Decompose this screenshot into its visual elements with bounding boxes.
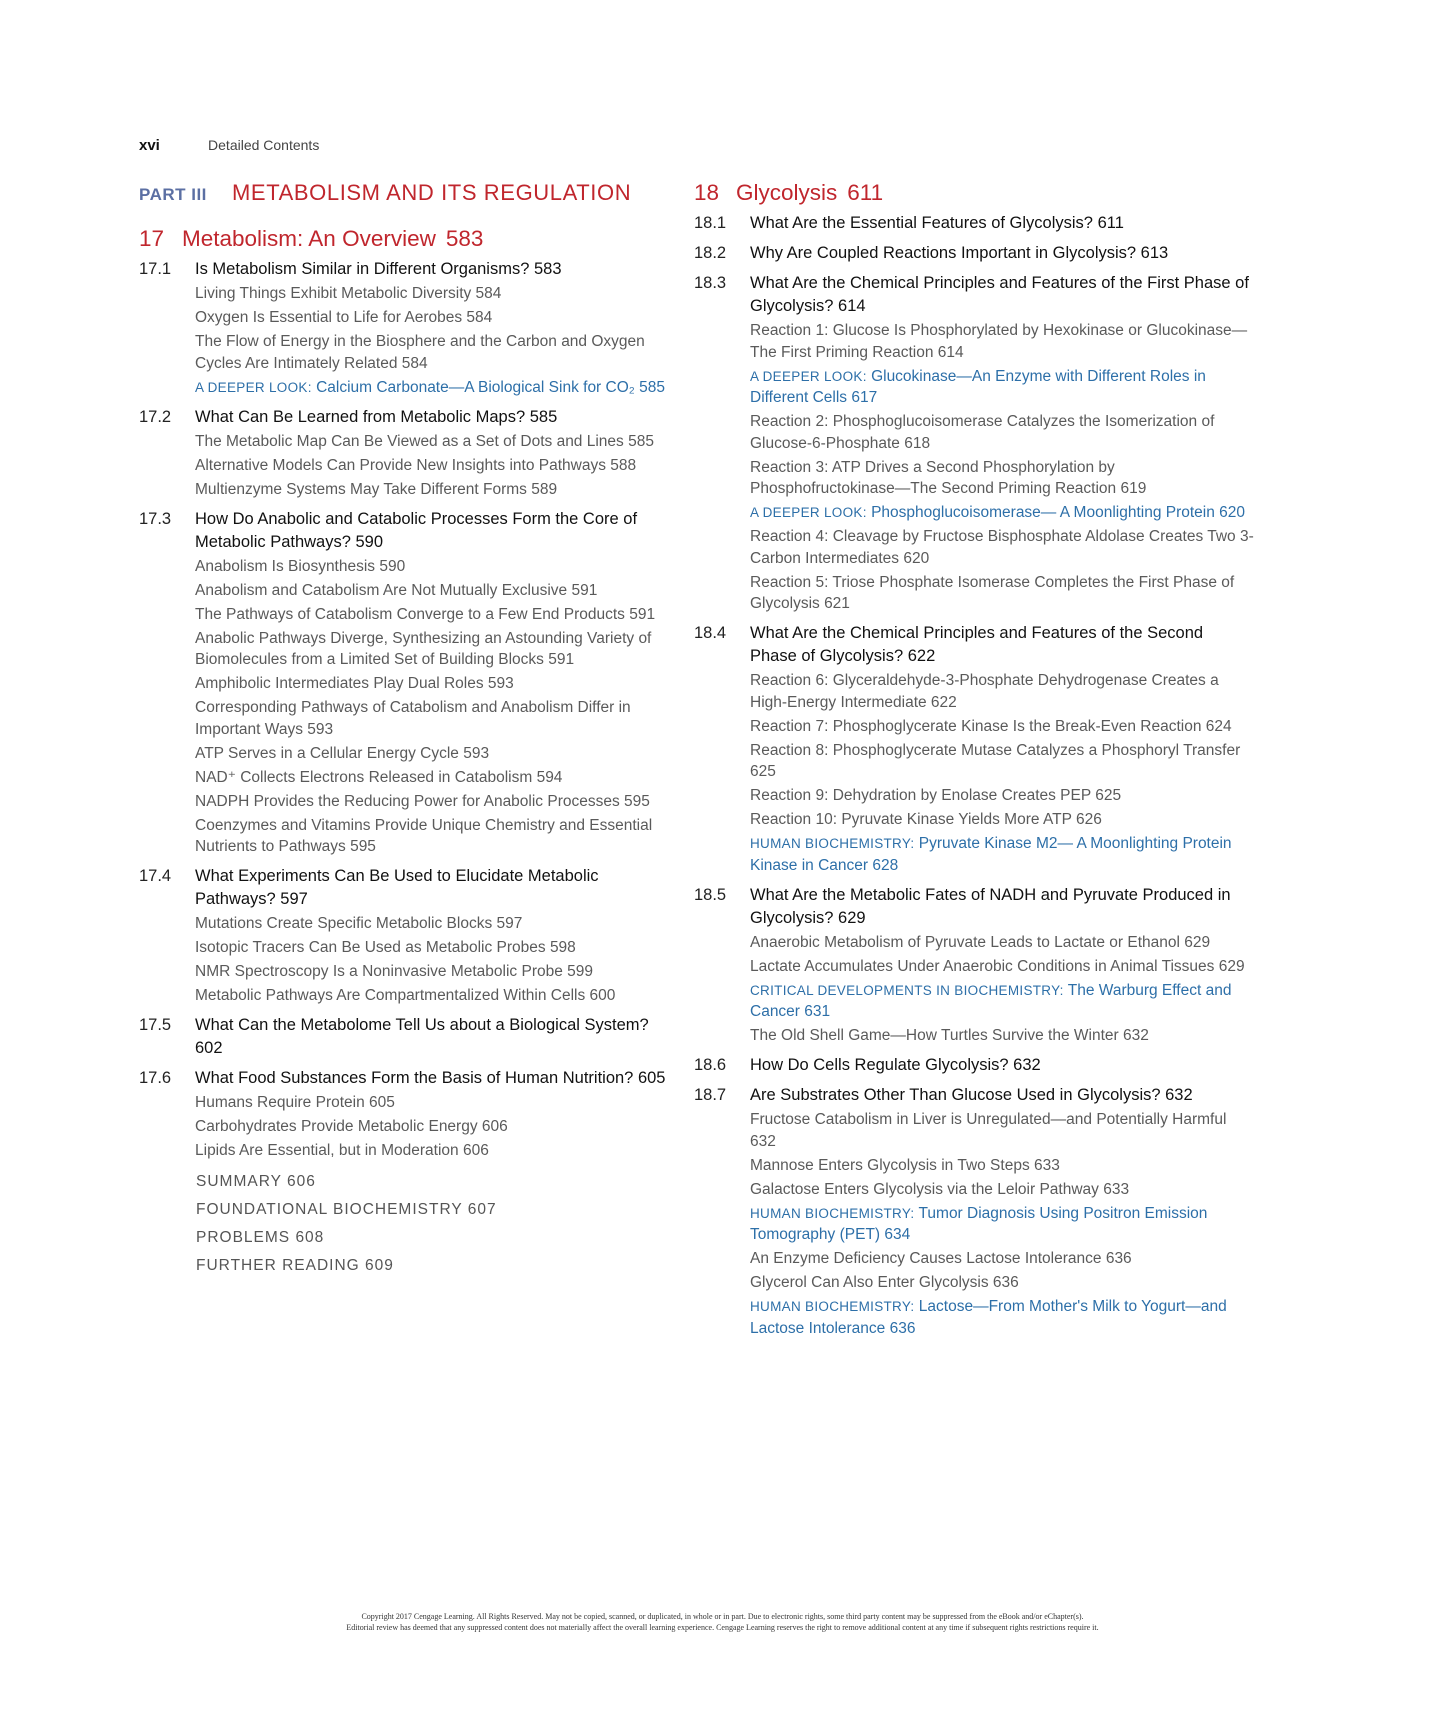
boxed-feature-entry[interactable] xyxy=(195,377,679,399)
section-title-link[interactable]: How Do Cells Regulate Glycolysis? 632 xyxy=(750,1056,1041,1074)
chapter-number: 17 xyxy=(139,226,165,251)
section-number: 17.2 xyxy=(139,407,172,426)
subsection-entry[interactable]: Reaction 5: Triose Phosphate Isomerase Completes the First Phase of Glycolysis 621 xyxy=(750,573,1235,612)
subsection-entry[interactable]: Glycerol Can Also Enter Glycolysis 636 xyxy=(750,1274,1019,1291)
running-title: Detailed Contents xyxy=(208,137,320,153)
subsection-entry[interactable]: Reaction 10: Pyruvate Kinase Yields More ATP 626 xyxy=(750,811,1102,828)
section-number: 18.3 xyxy=(694,274,727,292)
part-label: PART III xyxy=(139,185,207,204)
boxed-feature-entry[interactable] xyxy=(750,1203,1254,1246)
section-title-link[interactable]: Are Substrates Other Than Glucose Used in Glycolysis? 632 xyxy=(750,1086,1193,1104)
end-matter-entry[interactable]: FOUNDATIONAL BIOCHEMISTRY 607 xyxy=(196,1201,497,1218)
subsection-entry[interactable]: Corresponding Pathways of Catabolism and Anabolism Differ in Important Ways 593 xyxy=(195,699,631,738)
copyright-line-1: Copyright 2017 Cengage Learning. All Rights Reserved. May not be copied, scanned, or duplicated, in whole or in part. Due to electronic rights, some third party content may be suppressed from the eBook and/or eChapter(s). xyxy=(361,1612,1084,1621)
boxed-feature-entry[interactable] xyxy=(750,1296,1254,1339)
part-heading xyxy=(139,180,679,206)
chapter-title: Metabolism: An Overview xyxy=(182,226,436,251)
section-title-link[interactable]: What Can the Metabolome Tell Us about a Biological System? 602 xyxy=(195,1016,649,1057)
section-18-3 xyxy=(694,272,1254,617)
subsection-entry[interactable]: Coenzymes and Vitamins Provide Unique Chemistry and Essential Nutrients to Pathways 595 xyxy=(195,816,653,855)
boxed-feature-entry[interactable] xyxy=(750,833,1254,876)
subsection-entry[interactable]: Lipids Are Essential, but in Moderation 606 xyxy=(195,1142,489,1159)
subsection-entry[interactable]: Reaction 3: ATP Drives a Second Phosphorylation by Phosphofructokinase—The Second Priming Reaction 619 xyxy=(750,458,1147,497)
feature-label: A DEEPER LOOK: xyxy=(195,379,312,395)
feature-title: Calcium Carbonate—A Biological Sink for CO₂ 585 xyxy=(316,378,665,396)
section-number: 18.6 xyxy=(694,1056,727,1074)
subsection-entry[interactable]: Reaction 7: Phosphoglycerate Kinase Is the Break-Even Reaction 624 xyxy=(750,717,1232,735)
subsection-entry[interactable]: Anaerobic Metabolism of Pyruvate Leads to Lactate or Ethanol 629 xyxy=(750,933,1211,951)
subsection-entry[interactable]: Living Things Exhibit Metabolic Diversity 584 xyxy=(195,285,502,302)
section-title-link[interactable]: What Can Be Learned from Metabolic Maps? 585 xyxy=(195,407,558,426)
right-column xyxy=(694,180,1254,1342)
subsection-entry[interactable]: Lactate Accumulates Under Anaerobic Conditions in Animal Tissues 629 xyxy=(750,957,1245,975)
section-body xyxy=(750,884,1254,1050)
section-17-4 xyxy=(139,865,679,1009)
subsection-entry[interactable]: Alternative Models Can Provide New Insights into Pathways 588 xyxy=(195,456,637,474)
feature-title: Pyruvate Kinase M2— A Moonlighting Protein Kinase in Cancer 628 xyxy=(750,835,1232,874)
section-body xyxy=(195,1067,679,1164)
subsection-entry[interactable]: An Enzyme Deficiency Causes Lactose Intolerance 636 xyxy=(750,1250,1132,1267)
section-body xyxy=(750,212,1254,237)
section-body xyxy=(750,1084,1254,1342)
feature-label: HUMAN BIOCHEMISTRY: xyxy=(750,836,915,851)
section-number: 18.7 xyxy=(694,1086,727,1104)
copyright-notice xyxy=(0,1611,1445,1633)
feature-label: A DEEPER LOOK: xyxy=(750,368,867,384)
end-matter-entry[interactable]: PROBLEMS 608 xyxy=(196,1229,325,1246)
part-title: METABOLISM AND ITS REGULATION xyxy=(232,180,632,205)
section-title-link[interactable]: What Experiments Can Be Used to Elucidate Metabolic Pathways? 597 xyxy=(195,867,599,908)
subsection-entry[interactable]: Anabolism Is Biosynthesis 590 xyxy=(195,557,406,575)
subsection-entry[interactable]: The Flow of Energy in the Biosphere and the Carbon and Oxygen Cycles Are Intimately Related 584 xyxy=(195,333,645,372)
chapter-title: Glycolysis xyxy=(736,180,838,205)
section-17-6 xyxy=(139,1067,679,1164)
section-18-1 xyxy=(694,212,1254,237)
section-18-5 xyxy=(694,884,1254,1050)
feature-label: HUMAN BIOCHEMISTRY: xyxy=(750,1299,915,1314)
section-title-link[interactable]: How Do Anabolic and Catabolic Processes Form the Core of Metabolic Pathways? 590 xyxy=(195,509,638,551)
subsection-entry[interactable]: Amphibolic Intermediates Play Dual Roles 593 xyxy=(195,675,514,692)
chapter-number: 18 xyxy=(694,180,720,205)
feature-label: CRITICAL DEVELOPMENTS IN BIOCHEMISTRY: xyxy=(750,982,1064,998)
subsection-entry[interactable]: NMR Spectroscopy Is a Noninvasive Metabolic Probe 599 xyxy=(195,963,594,980)
section-17-2 xyxy=(139,406,679,503)
section-number: 18.2 xyxy=(694,244,727,262)
section-18-4 xyxy=(694,622,1254,879)
subsection-entry[interactable]: The Metabolic Map Can Be Viewed as a Set of Dots and Lines 585 xyxy=(195,432,654,450)
section-title-link[interactable]: What Are the Metabolic Fates of NADH and Pyruvate Produced in Glycolysis? 629 xyxy=(750,885,1231,927)
section-body xyxy=(195,406,679,503)
section-body xyxy=(750,1054,1254,1079)
section-body xyxy=(195,508,679,861)
boxed-feature-entry[interactable] xyxy=(750,980,1254,1023)
chapter-17-heading[interactable] xyxy=(139,226,679,252)
section-18-6 xyxy=(694,1054,1254,1079)
section-number: 17.1 xyxy=(139,260,172,278)
page-number: xvi xyxy=(139,137,160,154)
section-number: 17.5 xyxy=(139,1016,172,1034)
section-number: 17.6 xyxy=(139,1069,172,1087)
subsection-entry[interactable]: Fructose Catabolism in Liver is Unregulated—and Potentially Harmful 632 xyxy=(750,1111,1227,1150)
section-body xyxy=(750,242,1254,267)
subsection-entry[interactable]: Isotopic Tracers Can Be Used as Metabolic Probes 598 xyxy=(195,939,576,956)
section-body xyxy=(195,1014,679,1062)
chapter-page: 583 xyxy=(445,226,484,251)
boxed-feature-entry[interactable] xyxy=(750,366,1254,409)
subsection-entry[interactable]: Galactose Enters Glycolysis via the Leloir Pathway 633 xyxy=(750,1180,1130,1198)
subsection-entry[interactable]: Reaction 2: Phosphoglucoisomerase Catalyzes the Isomerization of Glucose-6-Phosphate 618 xyxy=(750,413,1215,452)
section-body xyxy=(195,258,679,401)
subsection-entry[interactable]: Carbohydrates Provide Metabolic Energy 606 xyxy=(195,1118,508,1135)
subsection-entry[interactable]: The Pathways of Catabolism Converge to a Few End Products 591 xyxy=(195,605,656,623)
section-number: 17.3 xyxy=(139,509,172,528)
section-title-link[interactable]: What Food Substances Form the Basis of Human Nutrition? 605 xyxy=(195,1069,666,1087)
section-number: 18.1 xyxy=(694,214,727,232)
feature-title: Lactose—From Mother's Milk to Yogurt—and Lactose Intolerance 636 xyxy=(750,1298,1227,1337)
feature-title: Phosphoglucoisomerase— A Moonlighting Protein 620 xyxy=(871,504,1246,521)
subsection-entry[interactable]: Mutations Create Specific Metabolic Blocks 597 xyxy=(195,915,523,932)
subsection-entry[interactable]: Reaction 9: Dehydration by Enolase Creates PEP 625 xyxy=(750,787,1122,804)
chapter-18-heading[interactable] xyxy=(694,180,1254,206)
subsection-entry[interactable]: Anabolic Pathways Diverge, Synthesizing an Astounding Variety of Biomolecules from a Limited Set of Building Blocks 591 xyxy=(195,629,652,668)
subsection-entry[interactable]: Multienzyme Systems May Take Different Forms 589 xyxy=(195,480,558,498)
chapter-17-end-matter xyxy=(196,1171,679,1276)
section-18-2 xyxy=(694,242,1254,267)
boxed-feature-entry[interactable] xyxy=(750,502,1254,524)
end-matter-entry[interactable]: FURTHER READING 609 xyxy=(196,1257,394,1274)
subsection-entry[interactable]: NAD⁺ Collects Electrons Released in Catabolism 594 xyxy=(195,768,563,786)
subsection-entry[interactable]: Oxygen Is Essential to Life for Aerobes 584 xyxy=(195,309,493,326)
feature-label: HUMAN BIOCHEMISTRY: xyxy=(750,1205,915,1221)
section-17-3 xyxy=(139,508,679,861)
page-header xyxy=(139,137,319,154)
feature-title: Tumor Diagnosis Using Positron Emission Tomography (PET) 634 xyxy=(750,1204,1208,1243)
subsection-entry[interactable]: Reaction 6: Glyceraldehyde-3-Phosphate Dehydrogenase Creates a High-Energy Intermediate 622 xyxy=(750,672,1219,711)
subsection-entry[interactable]: The Old Shell Game—How Turtles Survive the Winter 632 xyxy=(750,1027,1149,1044)
section-title-link[interactable]: What Are the Essential Features of Glycolysis? 611 xyxy=(750,214,1124,232)
section-body xyxy=(750,272,1254,617)
feature-label: A DEEPER LOOK: xyxy=(750,505,867,520)
subsection-entry[interactable]: Metabolic Pathways Are Compartmentalized Within Cells 600 xyxy=(195,987,616,1004)
chapter-18-sections xyxy=(694,212,1254,1342)
subsection-entry[interactable]: NADPH Provides the Reducing Power for Anabolic Processes 595 xyxy=(195,792,650,810)
subsection-entry[interactable]: Anabolism and Catabolism Are Not Mutually Exclusive 591 xyxy=(195,581,598,599)
section-title-link[interactable]: What Are the Chemical Principles and Features of the First Phase of Glycolysis? 614 xyxy=(750,274,1249,315)
section-17-5 xyxy=(139,1014,679,1062)
subsection-entry[interactable]: Reaction 4: Cleavage by Fructose Bisphosphate Aldolase Creates Two 3-Carbon Intermediates 620 xyxy=(750,528,1254,567)
subsection-entry[interactable]: Reaction 8: Phosphoglycerate Mutase Catalyzes a Phosphoryl Transfer 625 xyxy=(750,741,1241,780)
subsection-entry[interactable]: Mannose Enters Glycolysis in Two Steps 633 xyxy=(750,1156,1060,1174)
copyright-line-2: Editorial review has deemed that any suppressed content does not materially affect the overall learning experience. Cengage Learning reserves the right to remove additional content at any time if subsequent rights restrictions require it. xyxy=(346,1623,1099,1632)
chapter-page: 611 xyxy=(847,180,884,205)
subsection-entry[interactable]: Humans Require Protein 605 xyxy=(195,1094,395,1111)
section-17-1 xyxy=(139,258,679,401)
end-matter-entry[interactable]: SUMMARY 606 xyxy=(196,1173,316,1190)
section-title-link[interactable]: Is Metabolism Similar in Different Organisms? 583 xyxy=(195,260,562,278)
feature-title: Glucokinase—An Enzyme with Different Roles in Different Cells 617 xyxy=(750,367,1206,406)
section-number: 18.5 xyxy=(694,885,727,904)
section-title-link[interactable]: What Are the Chemical Principles and Features of the Second Phase of Glycolysis? 622 xyxy=(750,624,1204,665)
feature-title: The Warburg Effect and Cancer 631 xyxy=(750,981,1232,1020)
subsection-entry[interactable]: Reaction 1: Glucose Is Phosphorylated by Hexokinase or Glucokinase—The First Priming Reaction 614 xyxy=(750,322,1248,361)
left-column xyxy=(139,180,679,1276)
section-body xyxy=(195,865,679,1009)
section-title-link[interactable]: Why Are Coupled Reactions Important in Glycolysis? 613 xyxy=(750,244,1169,262)
chapter-17-sections xyxy=(139,258,679,1164)
section-body xyxy=(750,622,1254,879)
section-number: 17.4 xyxy=(139,867,172,885)
subsection-entry[interactable]: ATP Serves in a Cellular Energy Cycle 593 xyxy=(195,744,490,762)
section-18-7 xyxy=(694,1084,1254,1342)
section-number: 18.4 xyxy=(694,624,727,642)
